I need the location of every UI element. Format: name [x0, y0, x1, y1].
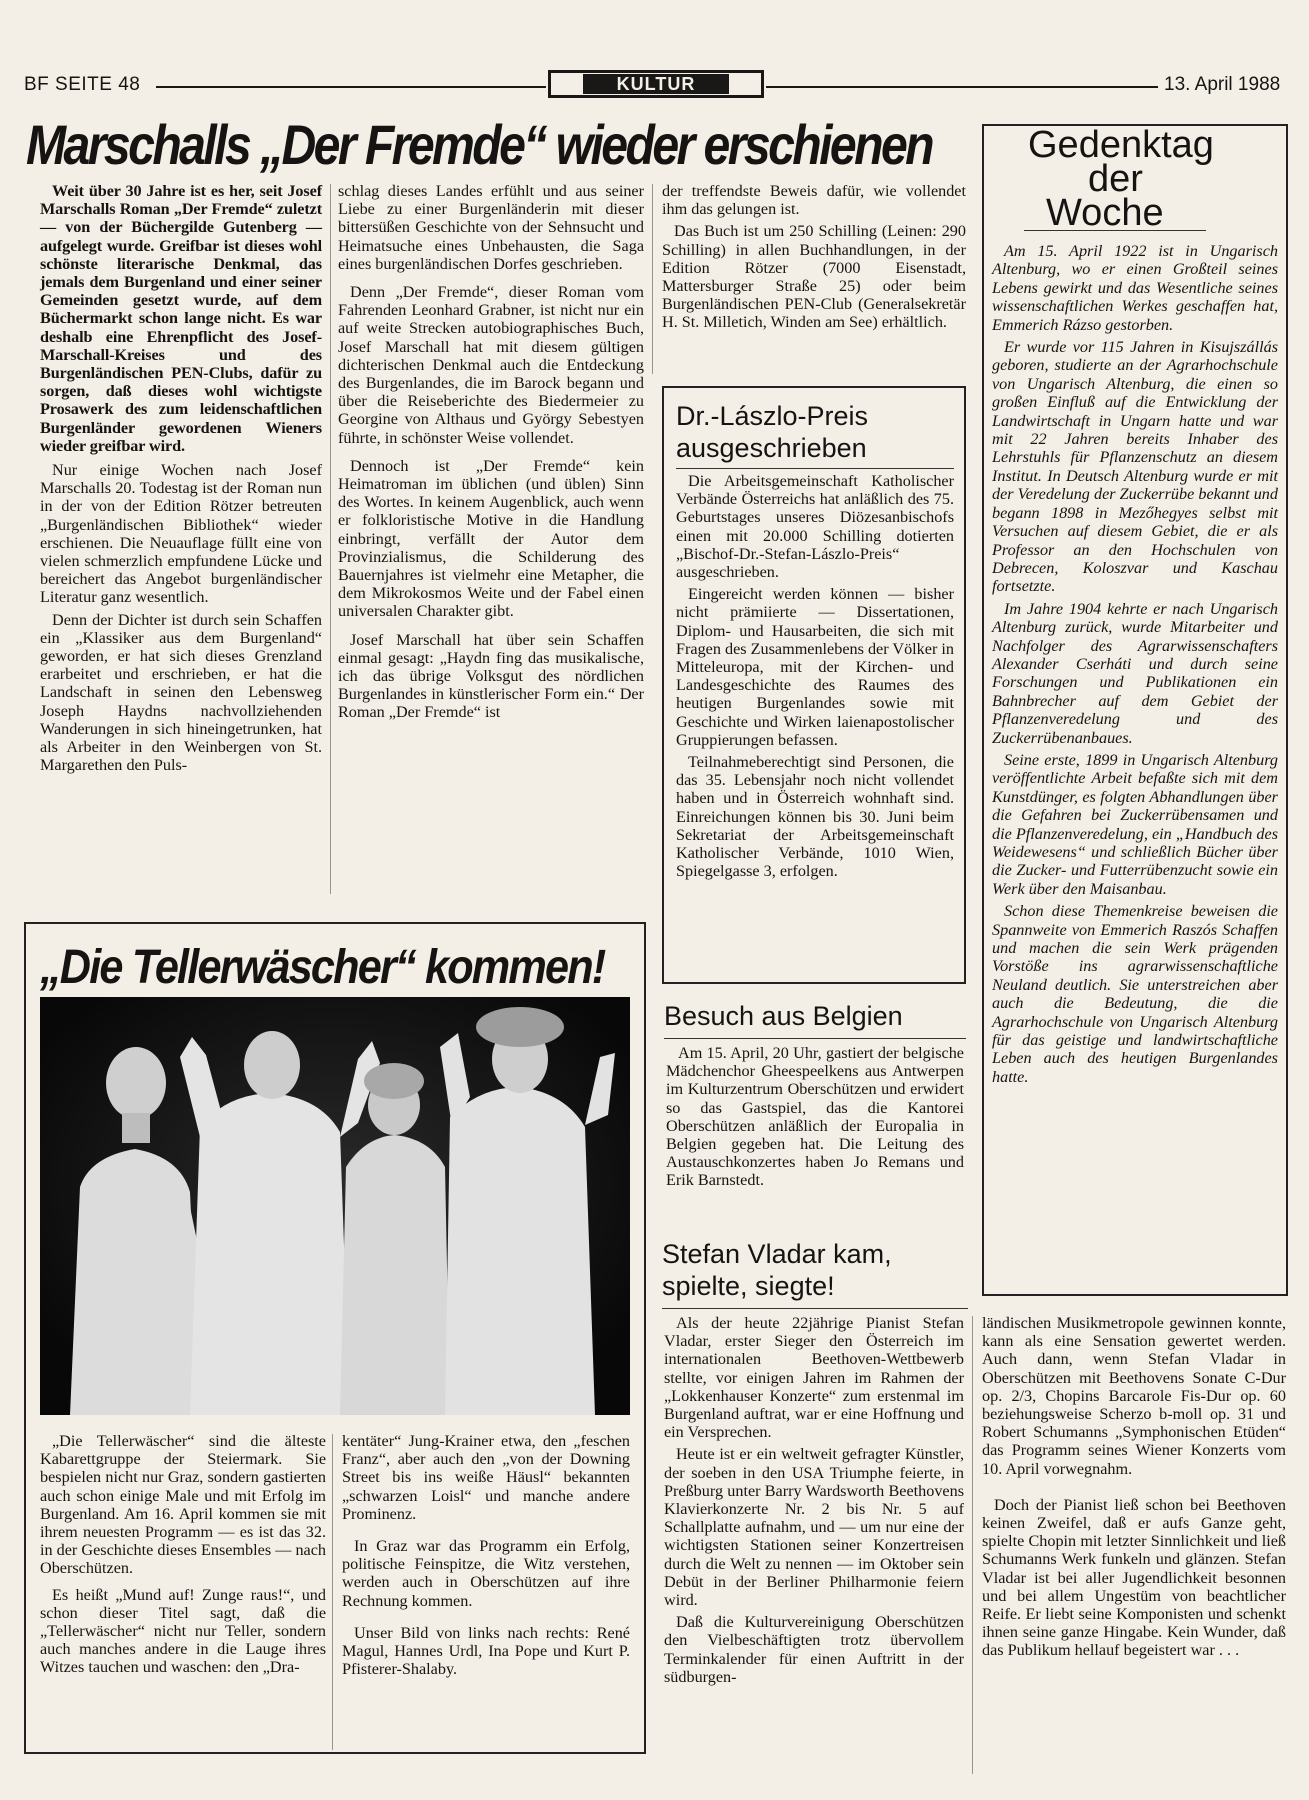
main-article-column-2 — [338, 182, 644, 722]
article-paragraph: Daß die Kulturvereinigung Oberschützen den Vielbeschäftigten trotz übervollem Terminkalender für einen Auftritt in der südburgen- — [664, 1613, 964, 1686]
article-paragraph: Josef Marschall hat über sein Schaffen einmal gesagt: „Haydn fing das musikalische, ich das übrige Volksgut des nördlichen Burgenlandes in künstlerischer Form ein.“ Der Roman „Der Fremde“ ist — [338, 630, 644, 722]
article-paragraph: Denn „Der Fremde“, dieser Roman vom Fahrenden Leonhard Grabner, ist nicht nur ein auf weite Strecken autobiographisches Buch, Josef Marschall hat mit diesem gültigen dichterischen Denkmal auch die Entdeckung des Burgenlandes, die im Barock begann und über die Reiseberichte des Biedermeier zu Georgine von Althaus und György Sebestyen führte, in schönster Weise vollendet. — [338, 283, 644, 447]
issue-date: 13. April 1988 — [1164, 74, 1281, 95]
vladar-column-2 — [982, 1314, 1286, 1660]
article-lead: Weit über 30 Jahre ist es her, seit Josef Marschalls Roman „Der Fremde“ zuletzt — von der Büchergilde Gutenberg — aufgelegt wurde. Greifbar ist dieses wohl schönste literarische Denkmal, das jemals dem Burgenland und einer seiner Gemeinden gesetzt wurde, auf dem Büchermarkt schon lange nicht. Es war deshalb eine Ehrenpflicht des Josef-Marschall-Kreises und des Burgenländischen PEN-Clubs, dafür zu sorgen, daß dieses wohl wichtigste Prosawerk des zum leidenschaftlichen Burgenländer gewordenen Wieners wieder greifbar wird. — [40, 182, 322, 455]
ensemble-photo-illustration — [40, 997, 630, 1415]
article-paragraph: Eingereicht werden können — bisher nicht prämiierte — Dissertationen, Diplom- und Hausarbeiten, die sich mit Fragen des Zusammenlebens der Völker in Mitteleuropa, mit der Kirchen- und Landesgeschichte des Raumes des heutigen Burgenlandes sowie mit Geschichte und Wirken laienapostolischer Gruppierungen befassen. — [676, 585, 954, 749]
article-paragraph: Er wurde vor 115 Jahren in Kisujszállás geboren, studierte an der Agrarhochschule von Ungarisch Altenburg, die einen so großen Einfluß auf die Entwicklung der Landwirtschaft in Ungarn hatte und war mit 22 Jahren bereits Inhaber des Lehrstuhls für Pflanzenschutz an diesem Institut. In Deutsch Altenburg wurde er mit der Veredelung der Zuckerrübe bekannt und begann 1898 in Mezőhegyes selbst mit Versuchen auf diesem Gebiet, die er als Professor an den Hochschulen von Debrecen, Koloszvar und Kaschau fortsetzte. — [992, 338, 1278, 596]
column-divider — [652, 184, 653, 374]
vladar-column-1 — [664, 1314, 964, 1686]
article-paragraph: Dennoch ist „Der Fremde“ kein Heimatroman im üblichen (und üblen) Sinn des Wortes. In keinem Augenblick, auch wenn er folkloristische Motive in die Handlung einbringt, verfällt der Autor dem Provinzialismus, die Schilderung des Bauernjahres ist vielmehr eine Metapher, die dem Mikrokosmos Weite und der Fabel einen universalen Charakter gibt. — [338, 456, 644, 621]
article-paragraph: kentäter“ Jung-Krainer etwa, den „feschen Franz“, aber auch den „von der Downing Street bis ins weiße Häusl“ bekannten „schwarzen Loisl“ und manche andere Prominenz. — [342, 1432, 630, 1523]
article-paragraph: Als der heute 22jährige Pianist Stefan Vladar, erster Sieger den Österreich im internationalen Beethoven-Wettbewerb stellte, vor einigen Jahren im Rahmen der „Lokkenhauser Konzerte“ zum erstenmal im Burgenland auftrat, war er eine Hoffnung und ein Versprechen. — [664, 1314, 964, 1442]
tellerwaescher-column-1 — [40, 1432, 326, 1677]
laszlo-preis-headline: Dr.-Lászlo-Preis ausgeschrieben — [676, 401, 869, 463]
article-paragraph: Nur einige Wochen nach Josef Marschalls 20. Todestag ist der Roman nun in der von der Edition Rötzer betreuten „Burgenländischen Bibliothek“ wieder erschienen. Die Neuauflage füllt eine von vielen schmerzlich empfundene Lücke und bereichert das Angebot burgenländischer Literatur ganz wesentlich. — [40, 461, 322, 607]
article-paragraph: In Graz war das Programm ein Erfolg, politische Feinspitze, die Witz verstehen, werden auch in Oberschützen auf ihre Rechnung kommen. — [342, 1537, 630, 1610]
laszlo-preis-body — [676, 472, 954, 880]
gedenktag-title-line: Woche — [1024, 196, 1206, 231]
article-paragraph: Am 15. April 1922 ist in Ungarisch Altenburg, wo er einen Großteil seines Lebens gewirkt und das Wesentliche seines wissenschaftlichen Werkes geschaffen hat, Emmerich Rázso gestorben. — [992, 242, 1278, 334]
article-paragraph: Schon diese Themenkreise beweisen die Spannweite von Emmerich Raszós Schaffen und machen die sein Werk prägenden Vorstöße ins agrarwissenschaftliche Neuland deutlich. Sie unterstreichen aber auch die Bedeutung, die die Agrarhochschule von Ungarisch Altenburg für das geistige und landwirtschaftliche Leben auch des heutigen Burgenlandes hatte. — [992, 902, 1278, 1086]
headline-rule — [676, 468, 954, 469]
column-divider — [330, 184, 331, 894]
column-divider — [972, 1316, 973, 1774]
article-paragraph: Am 15. April, 20 Uhr, gastiert der belgische Mädchenchor Gheespeelkens aus Antwerpen im Kulturzentrum Oberschützen und erwidert so das Gastspiel, das die Kantorei Oberschützen anläßlich der Europalia in Belgien gegeben hat. Die Leitung des Austauschkonzertes haben Jo Remans und Erik Barnstedt. — [666, 1044, 964, 1190]
article-paragraph: schlag dieses Landes erfühlt und aus seiner Liebe zu einer Burgenländerin mit dieser bittersüßen Geschichte von der Sehnsucht und Heimatsuche eines Unbehausten, die Saga eines burgenländischen Dorfes geschrieben. — [338, 182, 644, 273]
tellerwaescher-headline: „Die Tellerwäscher“ kommen! — [40, 941, 605, 994]
column-divider — [332, 1434, 333, 1750]
photo-caption: Unser Bild von links nach rechts: René Magul, Hannes Urdl, Ina Pope und Kurt P. Pfisterer-Shalaby. — [342, 1623, 630, 1679]
gedenktag-title — [1024, 124, 1274, 234]
belgien-body — [666, 1044, 964, 1190]
article-paragraph: Das Buch ist um 250 Schilling (Leinen: 290 Schilling) in allen Buchhandlungen, in der Edition Rötzer (7000 Eisenstadt, Mattersburger Straße 25) oder beim Burgenländischen PEN-Club (Generalsekretär H. St. Milletich, Winden am See) erhältlich. — [662, 222, 966, 332]
headline-rule — [662, 1308, 968, 1309]
article-paragraph: Denn der Dichter ist durch sein Schaffen ein „Klassiker aus dem Burgenland“ geworden, er hat sich dieses Grenzland erarbeitet und erschrieben, er hat die Landschaft in seinen den Lebensweg Joseph Haydns nachvollziehenden Wanderungen in sich hineingetrunken, hat als Arbeiter in den Weinbergen von St. Margarethen den Puls- — [40, 610, 322, 775]
vladar-headline: Stefan Vladar kam, spielte, siegte! — [662, 1239, 892, 1301]
article-paragraph: Teilnahmeberechtigt sind Personen, die das 35. Lebensjahr noch nicht vollendet haben und in Österreich wohnhaft sind. Einreichungen können bis 30. Juni beim Sekretariat der Arbeitsgemeinschaft Katholischer Verbände, 1010 Wien, Spiegelgasse 3, erfolgen. — [676, 753, 954, 881]
article-paragraph: „Die Tellerwäscher“ sind die älteste Kabarettgruppe der Steiermark. Sie bespielen nicht nur Graz, sondern gastierten auch schon einige Male und mit Erfolg im Burgenland. Am 16. April kommen sie mit ihrem neuesten Programm — es ist das 32. in der Geschichte dieses Ensembles — nach Oberschützen. — [40, 1432, 326, 1578]
article-paragraph: ländischen Musikmetropole gewinnen konnte, kann als eine Sensation gewertet werden. Auch dann, wenn Stefan Vladar in Oberschützen mit Beethovens Sonate C-Dur op. 2/3, Chopins Barcarole Fis-Dur op. 60 beziehungsweise Scherzo b-moll op. 31 und Robert Schumanns „Symphonischen Etüden“ das Programm seines Wiener Konzerts vom 10. April vorwegnahm. — [982, 1314, 1286, 1478]
article-paragraph: Doch der Pianist ließ schon bei Beethoven keinen Zweifel, daß er aufs Ganze geht, spielte Chopin mit letzter Sinnlichkeit und ließ Schumanns Werk funkeln und glänzen. Stefan Vladar ist bei aller Jugendlichkeit besonnen und bei allem Ungestüm von beachtlicher Reife. Er liebt seine Komponisten und schenkt ihnen seine ganze Hingabe. Kein Wunder, daß das Publikum hellauf begeistert war . . . — [982, 1495, 1286, 1660]
article-paragraph: Im Jahre 1904 kehrte er nach Ungarisch Altenburg zurück, wurde Mitarbeiter und Nachfolger des Agrarwissenschafters Alexander Cserháti und durch seine Forschungen und Publikationen ein Bahnbrecher auf dem Gebiet der Pflanzenveredelung und des Zuckerrübenanbaues. — [992, 599, 1278, 747]
main-article-column-3 — [662, 182, 966, 332]
section-label: KULTUR — [583, 74, 730, 94]
headline-rule — [664, 1038, 966, 1039]
gedenktag-body — [992, 242, 1278, 1086]
main-headline: Marschalls „Der Fremde“ wieder erschienen — [26, 113, 933, 176]
header-rule-right — [766, 86, 1158, 88]
header-rule-left — [156, 86, 546, 88]
article-paragraph: Seine erste, 1899 in Ungarisch Altenburg veröffentlichte Arbeit befaßte sich mit dem Kunstdünger, es folgten Abhandlungen über die Gefahren bei Zuckerrübensamen und die Pflanzenveredelung, ein „Handbuch des Weidewesens“ und schließlich Bücher über die Zucker- und Futterrübenzucht sowie ein Werk über den Maisanbau. — [992, 750, 1278, 898]
gedenktag-title-line: der — [1088, 158, 1143, 200]
article-paragraph: der treffendste Beweis dafür, wie vollendet ihm das gelungen ist. — [662, 182, 966, 219]
main-article-column-1 — [40, 182, 322, 775]
article-paragraph: Die Arbeitsgemeinschaft Katholischer Verbände Österreichs hat anläßlich des 75. Geburtstages unseres Diözesanbischofs einen mit 20.000 Schilling dotierten „Bischof-Dr.-Stefan-Lászlo-Preis“ ausgeschrieben. — [676, 472, 954, 582]
ensemble-photo — [40, 997, 630, 1415]
gedenktag-title-line: Gedenktag — [1028, 124, 1214, 166]
belgien-headline: Besuch aus Belgien — [664, 1001, 903, 1031]
article-paragraph: Heute ist er ein weltweit gefragter Künstler, der soeben in den USA Triumphe feierte, in Preßburg unter Barry Wardsworth Beethovens Klavierkonzerte Nr. 2 bis Nr. 5 auf Schallplatte aufnahm, und — um nur eine der wichtigsten Stationen seiner Konzertreisen durch die Welt zu nennen — im Oktober sein Debüt in der Berliner Philharmonie feiern wird. — [664, 1445, 964, 1610]
article-paragraph: Es heißt „Mund auf! Zunge raus!“, und schon dieser Titel sagt, daß die „Tellerwäscher“ nicht nur Teller, sondern auch manches andere in die Lauge ihres Witzes tauchen und waschen: den „Dra- — [40, 1585, 326, 1677]
section-label-box — [548, 70, 764, 98]
tellerwaescher-column-2 — [342, 1432, 630, 1678]
page-number: BF SEITE 48 — [24, 74, 141, 95]
